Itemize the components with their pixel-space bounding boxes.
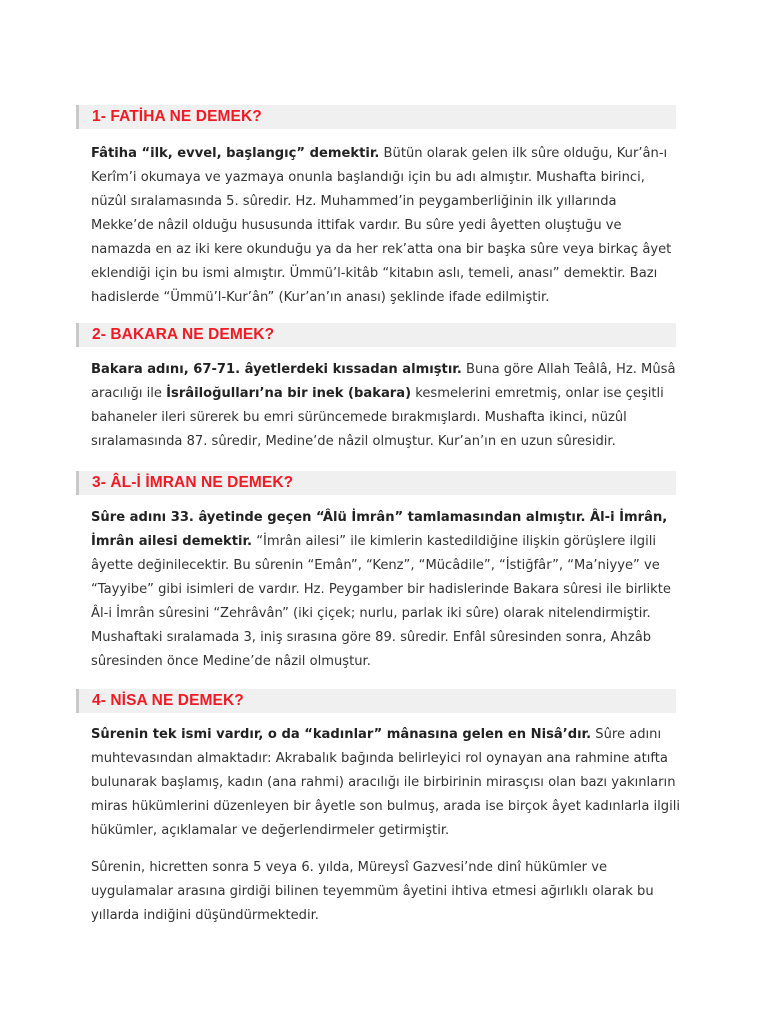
paragraph-body: kesmelerini emretmiş, onlar ise çeşitli bahaneler ileri sürerek bu emri sürüncemede bırakmışlardı. Mushafta ikinci, nüzûl sıralamasında 87. sûredir, Medine’de nâzil olmuştur. Kur’an’ın en uzun sûresidir. bbox=[91, 386, 664, 449]
section-heading-text: 2- BAKARA NE DEMEK? bbox=[92, 326, 275, 343]
section-heading-al-i-imran bbox=[76, 471, 676, 495]
paragraph-body: Sûre adını muhtevasından almaktadır: Akrabalık bağında belirleyici rol oynayan ana rahmine atıfta bulunarak başlamış, kadın (ana rahmi) aracılığı ile birbirinin mirasçısı olan bazı yakınların miras hükümlerini düzenleyen bir âyetle son bulmuş, arada ise birçok âyet kadınlarla ilgili hükümler, açıklamalar ve değerlendirmeler getirmiştir. bbox=[91, 727, 681, 838]
paragraph-fatiha bbox=[91, 142, 681, 310]
section-heading-text: 1- FATİHA NE DEMEK? bbox=[92, 108, 262, 125]
section-heading-text: 3- ÂL-İ İMRAN NE DEMEK? bbox=[92, 474, 294, 491]
paragraph-al-i-imran bbox=[91, 506, 681, 674]
section-heading-text: 4- NİSA NE DEMEK? bbox=[92, 692, 244, 709]
section-heading-bakara bbox=[76, 323, 676, 347]
paragraph-body: Bütün olarak gelen ilk sûre olduğu, Kur’ân-ı Kerîm’i okumaya ve yazmaya onunla başlandığı için bu adı almıştır. Mushafta birinci, nüzûl sıralamasında 5. sûredir. Hz. Muhammed’in peygamberliğinin ilk yıllarında Mekke’de nâzil olduğu hususunda ittifak vardır. Bu sûre yedi âyetten oluştuğu ve namazda en az iki kere okunduğu ya da her rek’atta ona bir başka sûre veya birkaç âyet eklendiği için bu ismi almıştır. Ümmü’l-kitâb “kitabın aslı, temeli, anası” demektir. Bazı hadislerde “Ümmü’l-Kur’ân” (Kur’an’ın anası) şeklinde ifade edilmiştir. bbox=[91, 146, 672, 305]
paragraph-lead: Sûrenin tek ismi vardır, o da “kadınlar” mânasına gelen en Nisâ’dır. bbox=[91, 727, 592, 742]
paragraph-body: Buna göre Allah Teâlâ, Hz. Mûsâ aracılığı ile bbox=[91, 362, 676, 401]
paragraph-nisa-1 bbox=[91, 723, 681, 843]
paragraph-lead: Sûre adını 33. âyetinde geçen “Âlü İmrân” tamlamasından almıştır. Âl-i İmrân, İmrân ailesi demektir. bbox=[91, 510, 668, 549]
paragraph-lead: Fâtiha “ilk, evvel, başlangıç” demektir. bbox=[91, 146, 380, 161]
paragraph-lead: Bakara adını, 67-71. âyetlerdeki kıssadan almıştır. bbox=[91, 362, 462, 377]
section-heading-nisa bbox=[76, 689, 676, 713]
paragraph-body: “İmrân ailesi” ile kimlerin kastedildiğine ilişkin görüşlere ilgili âyette değinilecektir. Bu sûrenin “Emân”, “Kenz”, “Mücâdile”, “İstiğfâr”, “Ma’niyye” ve “Tayyibe” gibi isimleri de vardır. Hz. Peygamber bir hadislerinde Bakara sûresi ile birlikte Âl-i İmrân sûresini “Zehrâvân” (iki çiçek; nurlu, parlak iki sûre) olarak nitelendirmiştir. Mushaftaki sıralamada 3, iniş sırasına göre 89. sûredir. Enfâl sûresinden sonra, Ahzâb sûresinden önce Medine’de nâzil olmuştur. bbox=[91, 534, 671, 669]
section-heading-fatiha bbox=[76, 105, 676, 129]
paragraph-nisa-2: Sûrenin, hicretten sonra 5 veya 6. yılda, Müreysî Gazvesi’nde dinî hükümler ve uygulamalar arasına girdiği bilinen teyemmüm âyetini ihtiva etmesi ağırlıklı olarak bu yıllarda indiğini düşündürmektedir. bbox=[91, 860, 654, 923]
paragraph-bakara bbox=[91, 358, 681, 454]
paragraph-emphasis: İsrâiloğulları’na bir inek (bakara) bbox=[166, 386, 412, 401]
